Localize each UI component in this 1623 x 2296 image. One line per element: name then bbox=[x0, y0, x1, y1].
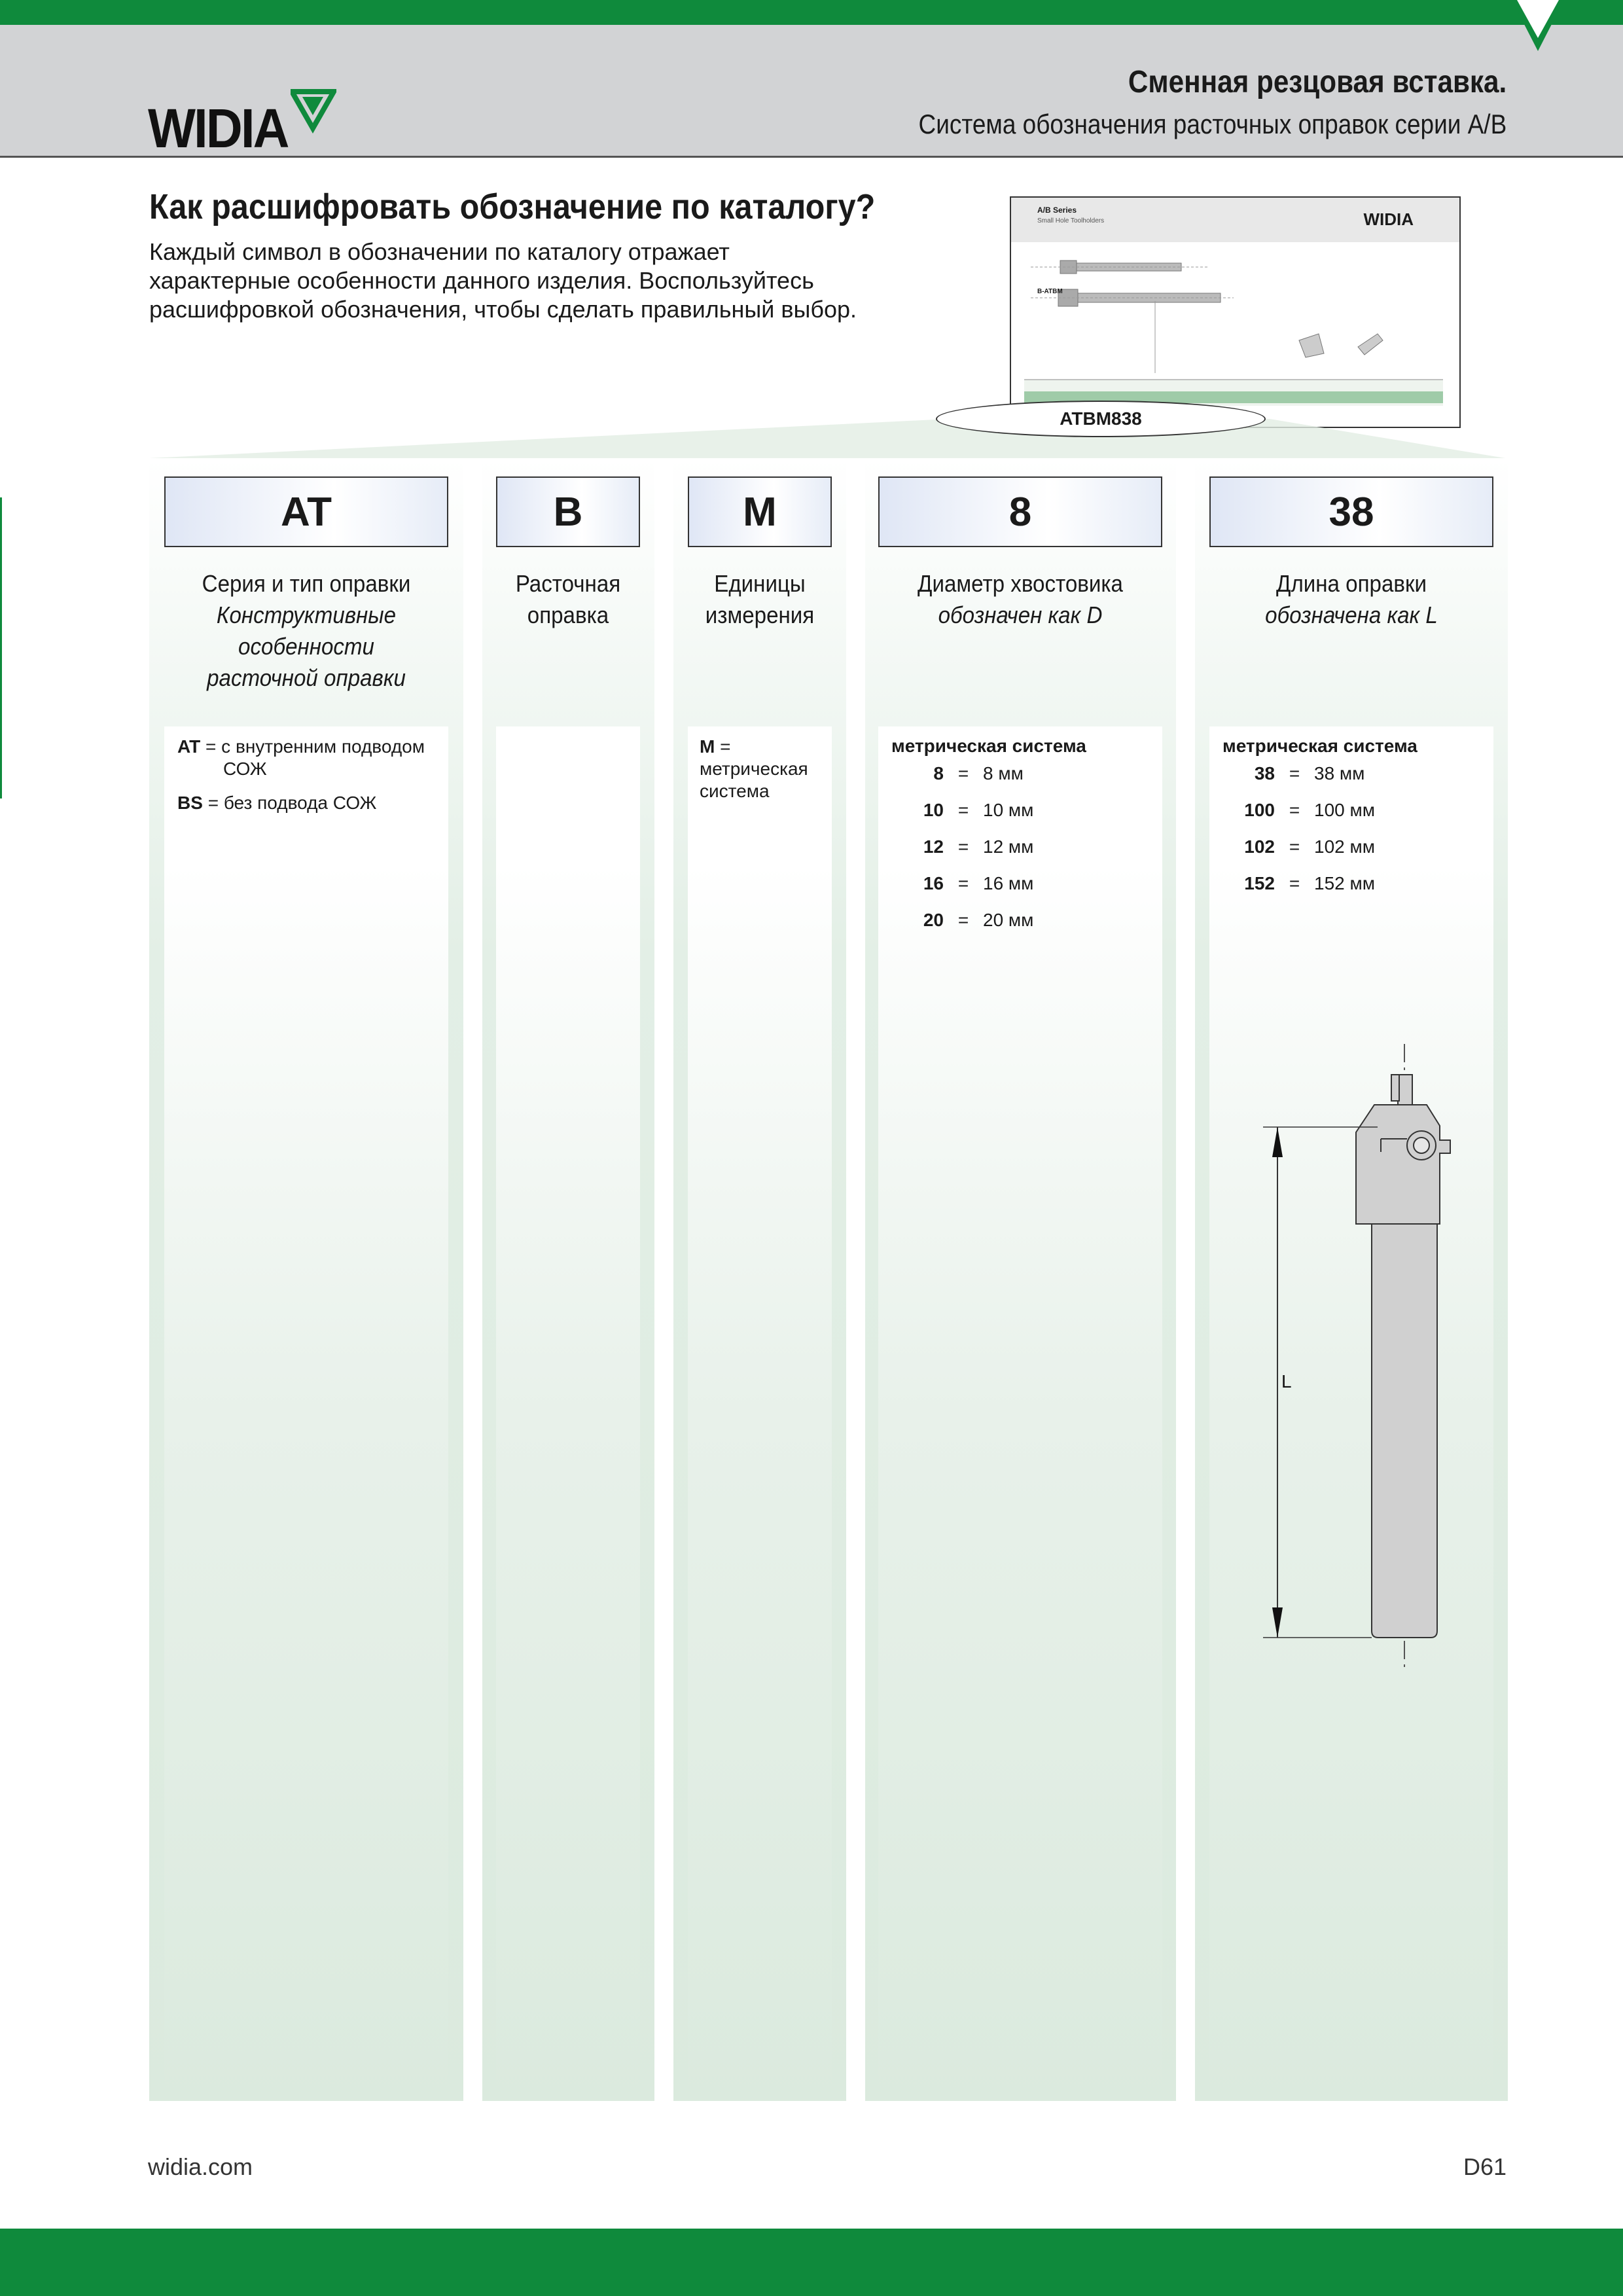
logo-triangle-icon bbox=[291, 89, 336, 135]
thumb-subtitle: Small Hole Toolholders bbox=[1037, 217, 1105, 224]
defs-shank-diameter bbox=[878, 726, 1162, 2101]
desc-italic: Конструктивные bbox=[216, 601, 397, 628]
page-heading: Как расшифровать обозначение по каталогу? bbox=[149, 187, 876, 226]
metric-row: 16 = 16 мм bbox=[923, 873, 1034, 893]
widia-logo bbox=[148, 97, 300, 160]
thumb-series: A/B Series bbox=[1037, 206, 1077, 215]
header-title: Сменная резцовая вставка. bbox=[1128, 65, 1507, 99]
metric-row: 100 = 100 мм bbox=[1244, 800, 1375, 820]
thumb-logo: WIDIA bbox=[1363, 209, 1414, 229]
intro-line: расшифровкой обозначения, чтобы сделать правильный выбор. bbox=[149, 296, 857, 323]
boring-bar-drawing bbox=[1243, 1041, 1466, 1682]
callout-code: ATBM838 bbox=[936, 401, 1266, 437]
metric-row: 8 = 8 мм bbox=[933, 763, 1024, 783]
code-box-boring-bar: B bbox=[496, 476, 640, 547]
arrow-down-icon bbox=[1272, 1607, 1283, 1638]
metric-row: 12 = 12 мм bbox=[923, 836, 1034, 857]
corner-tab-inner bbox=[1517, 0, 1559, 38]
desc-italic: расточной оправки bbox=[207, 664, 406, 691]
thumb-label: B-ATBM bbox=[1037, 288, 1063, 295]
defs-boring-bar bbox=[496, 726, 640, 2101]
desc-units bbox=[687, 568, 833, 631]
desc-line: измерения bbox=[705, 601, 815, 628]
code-box-series: AT bbox=[164, 476, 448, 547]
desc-italic: особенности bbox=[238, 633, 374, 660]
desc-line: оправка bbox=[527, 601, 609, 628]
defs-units bbox=[688, 726, 832, 2101]
footer-site: widia.com bbox=[148, 2153, 253, 2180]
metric-heading: метрическая система bbox=[1222, 736, 1418, 756]
code-box-bar-length: 38 bbox=[1209, 476, 1493, 547]
desc-italic: обозначен как D bbox=[938, 601, 1103, 628]
bottom-green-bar bbox=[0, 2229, 1623, 2296]
intro-line: характерные особенности данного изделия. Воспользуйтесь bbox=[149, 267, 814, 294]
desc-line: Диаметр хвостовика bbox=[918, 570, 1123, 597]
desc-line: Серия и тип оправки bbox=[202, 570, 411, 597]
desc-series bbox=[175, 568, 437, 694]
code-box-units: M bbox=[688, 476, 832, 547]
definition-m: M = метрическая система bbox=[700, 736, 808, 801]
top-green-bar bbox=[0, 0, 1623, 25]
metric-row: 10 = 10 мм bbox=[923, 800, 1034, 820]
definition-bs: BS = без подвода СОЖ bbox=[177, 793, 377, 813]
metric-heading: метрическая система bbox=[891, 736, 1086, 756]
desc-shank-diameter bbox=[889, 568, 1150, 631]
defs-series bbox=[164, 726, 448, 2101]
metric-table-d bbox=[891, 736, 1088, 946]
header-subtitle: Система обозначения расточных оправок серии A/B bbox=[918, 109, 1507, 139]
bar-head bbox=[1356, 1105, 1450, 1224]
logo-text: WIDIA bbox=[148, 98, 288, 159]
intro-text bbox=[149, 238, 987, 324]
metric-table-l bbox=[1222, 736, 1419, 910]
metric-row: 38 = 38 мм bbox=[1254, 763, 1365, 783]
desc-line: Расточная bbox=[515, 570, 621, 597]
left-edge-mark bbox=[0, 497, 2, 798]
code-box-shank-diameter: 8 bbox=[878, 476, 1162, 547]
desc-italic: обозначена как L bbox=[1265, 601, 1438, 628]
metric-row: 152 = 152 мм bbox=[1244, 873, 1375, 893]
arrow-up-icon bbox=[1272, 1127, 1283, 1157]
bar-shank bbox=[1372, 1224, 1437, 1638]
intro-line: Каждый символ в обозначении по каталогу отражает bbox=[149, 238, 730, 265]
metric-row: 102 = 102 мм bbox=[1244, 836, 1375, 857]
definition-at: AT = с внутренним подводом СОЖ bbox=[177, 736, 425, 779]
footer-page-number: D61 bbox=[1463, 2153, 1507, 2180]
desc-line: Единицы bbox=[714, 570, 806, 597]
desc-boring-bar bbox=[495, 568, 641, 631]
page-header bbox=[0, 25, 1623, 158]
desc-line: Длина оправки bbox=[1276, 570, 1427, 597]
metric-row: 20 = 20 мм bbox=[923, 910, 1034, 930]
desc-bar-length bbox=[1221, 568, 1482, 631]
dimension-label: L bbox=[1281, 1371, 1292, 1391]
